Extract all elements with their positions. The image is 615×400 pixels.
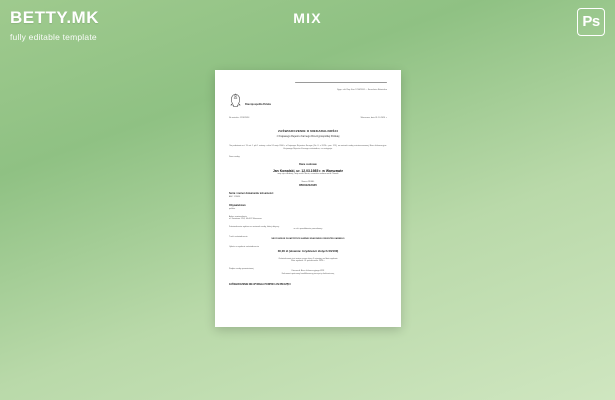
document-footer: ZAŚWIADCZENIE NIE WYMAGA PODPISU ANI PIECZĘCI — [229, 283, 291, 286]
person-section — [229, 163, 387, 176]
document-intro-paragraph — [229, 145, 387, 150]
page-header-bar — [0, 0, 615, 56]
citizenship-label: Obywatelstwo — [229, 203, 246, 207]
applicant-label-row — [229, 156, 387, 159]
purpose-row — [229, 226, 387, 231]
fee-label: Opłata za wydanie zaświadczenia — [229, 246, 259, 249]
fee-value: 30,00 zł (słownie: trzydzieści złotych 00/100) — [277, 248, 339, 253]
document-subtitle: z Krajowego Rejestru Karnego Rzeczypospolitej Polskiej — [276, 135, 340, 139]
pesel-value: 85031212345 — [299, 183, 317, 188]
person-details: imię ojca: Andrzej, imię matki: Maria, nazwisko rodowe matki: Nowak — [277, 173, 339, 176]
stamp-note: Dokument opatrzony kwalifikowaną pieczęcią elektroniczną — [281, 273, 335, 276]
fee-row — [229, 246, 387, 253]
address-value: ul. Kwiatowa 12/4, 00-001 Warszawa — [229, 218, 262, 221]
document-title-block — [229, 129, 387, 138]
signature-label: Podpis osoby upoważnionej — [229, 267, 254, 270]
applicant-label: Dane osoby: — [229, 155, 241, 158]
document-header-reference: Sygn. akt: Rep. A nr 1234/2024 — Kancelaria Notarialna — [337, 88, 387, 91]
emblem-block — [229, 93, 387, 108]
result-value: NIE FIGURUJE W KARTOTECE KARNEJ KRAJOWEGO REJESTRU KARNEGO — [271, 238, 345, 241]
person-name: Jan Kowalski, ur. 12.03.1985 r. w Warszawie — [272, 169, 344, 174]
document-header-reference-line — [229, 80, 387, 85]
address-label: Adres zamieszkania — [229, 215, 247, 218]
result-label: Treść zaświadczenia — [229, 235, 248, 238]
document-meta-row — [229, 117, 387, 120]
document-meta-left: Nr wniosku: 1234/2024 — [229, 117, 250, 120]
citizenship-value: polskie — [229, 207, 236, 210]
pesel-row — [229, 181, 387, 188]
validity-row — [229, 258, 387, 263]
validity-label: Zaświadczenie jest ważne przez okres 3 miesięcy od dnia wydania — [278, 257, 338, 260]
eagle-emblem-icon — [229, 93, 242, 108]
address-row — [229, 216, 387, 221]
person-section-title: Dane osobowe — [299, 163, 317, 167]
id-value: ABC 123456 — [229, 196, 241, 199]
citizenship-row — [229, 204, 387, 211]
purpose-label: Zaświadczenie wydano na wniosek osoby, której dotyczy — [229, 225, 280, 228]
signature-row — [229, 268, 387, 276]
brand-logo: BETTY.MK — [10, 8, 99, 27]
document-page[interactable] — [215, 70, 401, 327]
issue-date: Data wydania: 01 października 2024 r. — [291, 260, 325, 263]
id-label: Seria i numer dokumentu tożsamości — [229, 192, 274, 196]
document-body — [215, 70, 401, 327]
pesel-label: Numer PESEL — [301, 180, 315, 183]
result-row — [229, 236, 387, 241]
signature-value: Kierownik Biura Informacyjnego KRK — [291, 270, 325, 273]
document-title: ZAŚWIADCZENIE O NIEKARALNOŚCI — [277, 128, 339, 133]
emblem-caption: Rzeczpospolita Polska — [245, 103, 271, 107]
purpose-value: w celu przedłożenia pracodawcy — [293, 228, 323, 231]
document-meta-right: Warszawa, dnia 01.10.2024 r. — [360, 117, 387, 120]
photoshop-icon: Ps — [577, 8, 605, 36]
id-row — [229, 192, 387, 199]
brand-tagline: fully editable template — [10, 32, 97, 42]
center-label: MIX — [293, 10, 322, 26]
intro-text: Na podstawie art. 19 ust. 1 pkt 1 ustawy z dnia 24 maja 2000 r. o Krajowym Rejestrze Karnym (Dz. U. z 2024 r. poz. 125), na wniosek osoby zainteresowanej, Biuro Informacyjne Krajowego Rejestru Karnego zaświadcza, co następuje. — [229, 145, 387, 150]
